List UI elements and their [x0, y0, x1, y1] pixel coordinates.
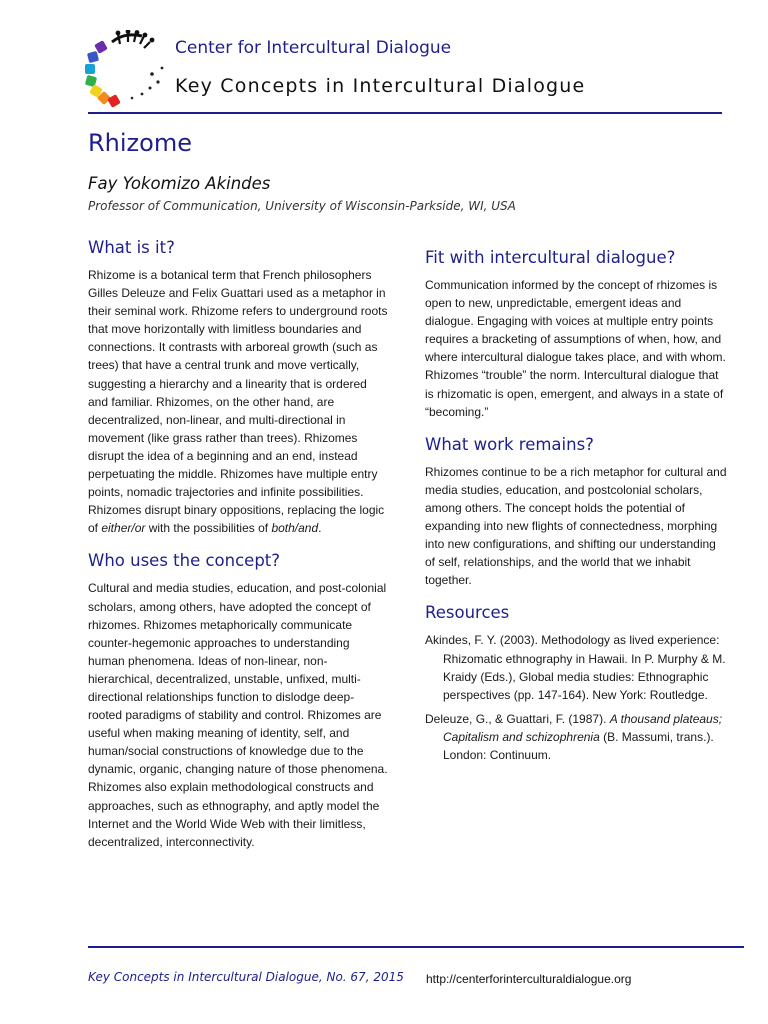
section-text-work-remains: Rhizomes continue to be a rich metaphor for cultural and media studies, education, and postcolonial scholars, among others. The concept holds the potential of expanding into new flights of connectedness, morphing into new configurations, and shifting our understanding of self, relationships, and the world that we inhabit together. — [425, 464, 727, 588]
footer-url-link[interactable]: http://centerforinterculturaldialogue.org — [426, 972, 632, 986]
reference-item: Deleuze, G., & Guattari, F. (1987). A thousand plateaus; Capitalism and schizophrenia (B. Massumi, trans.). London: Continuum. — [425, 711, 723, 762]
footer-citation: Key Concepts in Intercultural Dialogue, No. 67, 2015 — [88, 970, 404, 984]
rainbow-arc-logo-icon — [84, 30, 164, 108]
right-column — [425, 248, 727, 770]
article-author: Fay Yokomizo Akindes — [88, 174, 271, 193]
reference-item: Akindes, F. Y. (2003). Methodology as lived experience: Rhizomatic ethnography in Hawaii. In P. Murphy & M. Kraidy (Eds.), Global media studies: Ethnographic perspectives (pp. 147-164). New York: Routledge. — [425, 633, 726, 702]
left-column — [88, 238, 388, 865]
section-heading-resources: Resources — [425, 603, 510, 623]
section-heading-fit: Fit with intercultural dialogue? — [425, 248, 676, 267]
section-heading-work-remains: What work remains? — [425, 434, 594, 454]
section-text-what-is-it: Rhizome is a botanical term that French philosophers Gilles Deleuze and Felix Guattari used as a metaphor in their seminal work. Rhizome refers to underground roots that move horizontally with limitless boundaries and connections. It contrasts with arboreal growth (such as trees) that have a central trunk and move vertically, suggesting a hierarchy and a linearity that is ordered and familiar. Rhizomes, on the other hand, are decentralized, non-linear, and multi-directional in movement (like grass rather than trees). Rhizomes disrupt the idea of a beginning and an end, instead perpetuating the middle. Rhizomes have multiple entry points, nomadic trajectories and infinite possibilities. Rhizomes disrupt binary oppositions, replacing the logic of either/or with the possibilities of both/and. — [88, 268, 388, 536]
org-name: Center for Intercultural Dialogue — [175, 38, 452, 58]
article-title: Rhizome — [88, 129, 192, 157]
section-text-fit: Communication informed by the concept of rhizomes is open to new, unpredictable, emergent ideas and dialogue. Engaging with voices at multiple entry points requires a bracketing of assumptions of when, how, and where intercultural dialogue takes place, and with whom. Rhizomes “trouble” the norm. Intercultural dialogue that is rhizomatic is open, emergent, and always in a state of “becoming.” — [425, 278, 726, 419]
section-heading-what-is-it: What is it? — [88, 238, 175, 257]
section-text-who-uses: Cultural and media studies, education, and post-colonial scholars, among others, have adopted the concept of rhizomes. Rhizomes metaphorically communicate counter-hegemonic approaches to understanding human phenomena. Ideas of non-linear, non-hierarchical, decentralized, unstable, unfixed, multi-directional relationships function to dislodge deep-rooted paradigms of stability and control. Rhizomes are useful when making meaning of identity, self, and human/social constructions of knowledge due to the dynamic, organic, changing nature of those phenomena. Rhizomes also explain methodological constructs and approaches, such as ethnography, and aptly model the Internet and the World Wide Web with their limitless, decentralized, interconnectivity. — [88, 581, 388, 849]
section-heading-who-uses: Who uses the concept? — [88, 551, 281, 571]
series-name: Key Concepts in Intercultural Dialogue — [175, 75, 586, 97]
footer-divider — [88, 946, 744, 948]
author-affiliation: Professor of Communication, University of Wisconsin-Parkside, WI, USA — [88, 199, 516, 213]
header-divider — [88, 112, 722, 114]
